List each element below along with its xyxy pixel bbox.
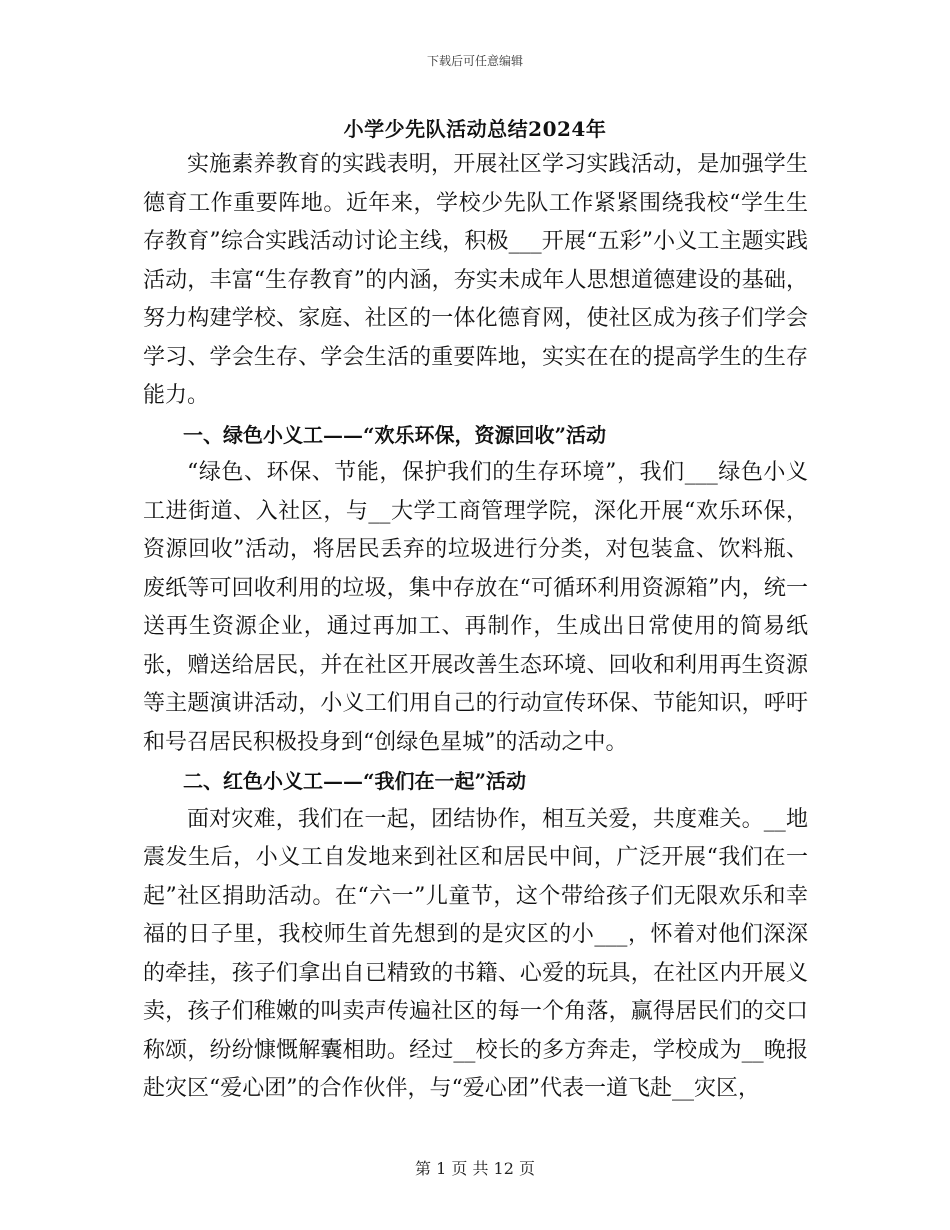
green-volunteers-paragraph: “绿色、环保、节能，保护我们的生存环境”，我们___绿色小义工进街道、入社区，与__大学工商管理学院，深化开展“欢乐环保，资源回收”活动，将居民丢弃的垃圾进行分类，对包装盒、饮料瓶、废纸等可回收利用的垃圾，集中存放在“可循环利用资源箱”内，统一送再生资源企业，通过再加工、再制作，生成出日常使用的简易纸张，赠送给居民，并在社区开展改善生态环境、回收和利用再生资源等主题演讲活动，小义工们用自己的行动宣传环保、节能知识，呼吁和号召居民积极投身到“创绿色星城”的活动之中。: [143, 460, 808, 755]
red-volunteers-paragraph: 面对灾难，我们在一起，团结协作，相互关爱，共度难关。__地震发生后，小义工自发地来到社区和居民中间，广泛开展“我们在一起”社区捐助活动。在“六一”儿童节，这个带给孩子们无限欢乐和幸福的日子里，我校师生首先想到的是灾区的小___，怀着对他们深深的牵挂，孩子们拿出自已精致的书籍、心爱的玩具，在社区内开展义卖，孩子们稚嫩的叫卖声传遍社区的每一个角落，赢得居民们的交口称颂，纷纷慷慨解囊相助。经过__校长的多方奔走，学校成为__晚报赴灾区“爱心团”的合作伙伴，与“爱心团”代表一道飞赴__灾区，: [143, 806, 808, 1101]
intro-paragraph: 实施素养教育的实践表明，开展社区学习实践活动，是加强学生德育工作重要阵地。近年来，学校少先队工作紧紧围绕我校“学生生存教育”综合实践活动讨论主线，积极___开展“五彩”小义工主题实践活动，丰富“生存教育”的内涵，夯实未成年人思想道德建设的基础，努力构建学校、家庭、社区的一体化德育网，使社区成为孩子们学会学习、学会生存、学会生活的重要阵地，实实在在的提高学生的生存能力。: [143, 152, 808, 408]
section-heading-red-volunteers: 二、红色小义工——“我们在一起”活动: [183, 769, 527, 793]
section-heading-green-volunteers: 一、绿色小义工——“欢乐环保，资源回收”活动: [183, 422, 607, 447]
document-title: 小学少先队活动总结2024年: [343, 117, 607, 141]
document-body: [143, 146, 808, 1109]
page-number-footer: 第 1 页 共 12 页: [415, 1159, 535, 1178]
page-header-note: 下载后可任意编辑: [426, 54, 523, 68]
